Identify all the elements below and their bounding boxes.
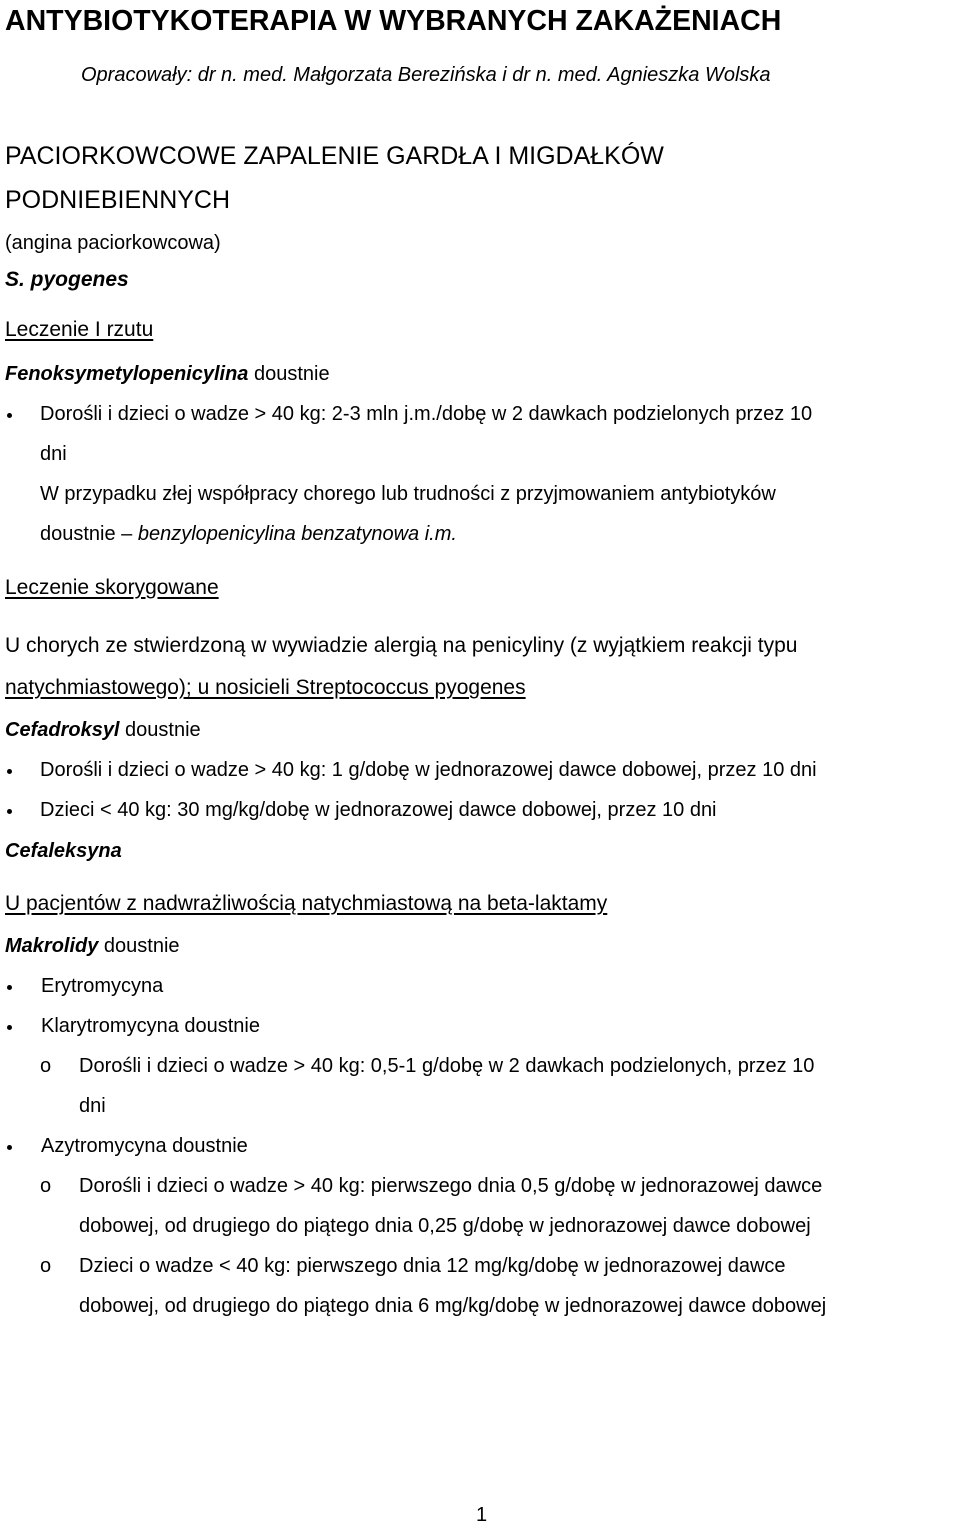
cefadroxil-drug: Cefadroksyl	[5, 719, 120, 741]
first-line-drug: Fenoksymetylopenicylina	[5, 363, 249, 385]
document-title: ANTYBIOTYKOTERAPIA W WYBRANYCH ZAKAŻENIACH	[5, 5, 782, 37]
corrected-condition-line1: U chorych ze stwierdzoną w wywiadzie alergią na penicyliny (z wyjątkiem reakcji typu	[5, 634, 798, 657]
azithromycin-adult-line2: dobowej, od drugiego do piątego dnia 0,25 g/dobę w jednorazowej dawce dobowej	[79, 1215, 811, 1237]
cefadroxil-route: doustnie	[119, 719, 201, 741]
bullet-icon	[7, 809, 12, 814]
bullet-icon	[7, 413, 12, 418]
clarithromycin-dose-line2: dni	[79, 1095, 106, 1117]
first-line-note-line1: W przypadku złej współpracy chorego lub trudności z przyjmowaniem antybiotyków	[40, 483, 776, 505]
section-heading-line1: PACIORKOWCOWE ZAPALENIE GARDŁA I MIGDAŁKÓW	[5, 142, 664, 170]
first-line-heading: Leczenie I rzutu	[5, 318, 154, 341]
corrected-condition-line2: natychmiastowego); u nosicieli Streptococcus pyogenes	[5, 676, 526, 699]
section-heading-line2: PODNIEBIENNYCH	[5, 186, 231, 214]
bullet-icon	[7, 1145, 12, 1150]
first-line-route: doustnie	[248, 363, 330, 385]
sub-bullet-icon: o	[40, 1175, 52, 1197]
macrolides-route: doustnie	[98, 935, 180, 957]
cefadroxil-dose-child: Dzieci < 40 kg: 30 mg/kg/dobę w jednorazowej dawce dobowej, przez 10 dni	[40, 799, 717, 821]
cefadroxil-dose-adult: Dorośli i dzieci o wadze > 40 kg: 1 g/dobę w jednorazowej dawce dobowej, przez 10 dni	[40, 759, 817, 781]
page-number: 1	[476, 1504, 488, 1526]
first-line-dose-line2: dni	[40, 443, 67, 465]
corrected-heading: Leczenie skorygowane	[5, 576, 219, 599]
pathogen-name: S. pyogenes	[5, 268, 129, 291]
cefadroxil-line	[5, 718, 201, 742]
azithromycin-adult-line1: Dorośli i dzieci o wadze > 40 kg: pierwszego dnia 0,5 g/dobę w jednorazowej dawce	[79, 1175, 823, 1197]
first-line-note-line2	[40, 522, 457, 546]
azithromycin-child-line1: Dzieci o wadze < 40 kg: pierwszego dnia 12 mg/kg/dobę w jednorazowej dawce	[79, 1255, 786, 1277]
azithromycin-child-line2: dobowej, od drugiego do piątego dnia 6 mg/kg/dobę w jednorazowej dawce dobowej	[79, 1295, 827, 1317]
erythromycin-item: Erytromycyna	[41, 975, 164, 997]
first-line-dose-line1: Dorośli i dzieci o wadze > 40 kg: 2-3 mln j.m./dobę w 2 dawkach podzielonych przez 10	[40, 403, 813, 425]
bullet-icon	[7, 985, 12, 990]
azithromycin-item: Azytromycyna doustnie	[41, 1135, 248, 1157]
bullet-icon	[7, 1025, 12, 1030]
first-line-note-prefix: doustnie –	[40, 523, 138, 545]
clarithromycin-item: Klarytromycyna doustnie	[41, 1015, 260, 1037]
first-line-drug-line	[5, 362, 330, 386]
allergy-heading: U pacjentów z nadwrażliwością natychmiastową na beta-laktamy	[5, 892, 608, 915]
cefalexin-drug: Cefaleksyna	[5, 840, 122, 862]
sub-bullet-icon: o	[40, 1055, 52, 1077]
section-subtitle: (angina paciorkowcowa)	[5, 232, 221, 254]
macrolides-group: Makrolidy	[5, 935, 99, 957]
macrolides-line	[5, 934, 180, 958]
bullet-icon	[7, 769, 12, 774]
sub-bullet-icon: o	[40, 1255, 52, 1277]
clarithromycin-dose-line1: Dorośli i dzieci o wadze > 40 kg: 0,5-1 g/dobę w 2 dawkach podzielonych, przez 10	[79, 1055, 815, 1077]
first-line-note-drug: benzylopenicylina benzatynowa i.m.	[137, 523, 457, 545]
authors-line: Opracowały: dr n. med. Małgorzata Berezińska i dr n. med. Agnieszka Wolska	[81, 64, 771, 86]
